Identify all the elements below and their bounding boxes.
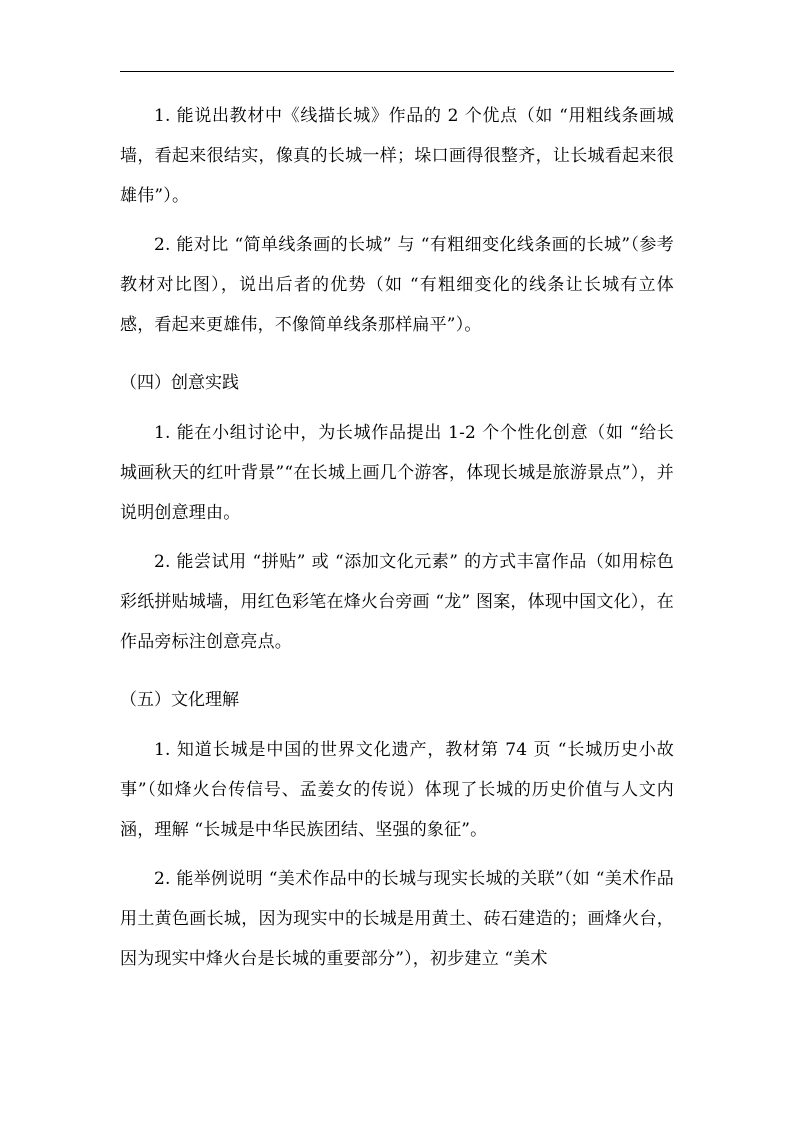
header-rule [120, 71, 674, 72]
section-heading: （四）创意实践 [120, 373, 239, 393]
paragraph: 2. 能对比 “简单线条画的长城” 与 “有粗细变化线条画的长城”（参考教材对比图），说出后者的优势（如 “有粗细变化的线条让长城有立体感，看起来更雄伟，不像简单线条那样扁平”）。 [120, 235, 674, 335]
section-heading: （五）文化理解 [120, 690, 239, 710]
paragraph: 1. 能说出教材中《线描长城》作品的 2 个优点（如 “用粗线条画城墙，看起来很结实，像真的长城一样；垛口画得很整齐，让长城看起来很雄伟”）。 [120, 106, 674, 206]
paragraph: 2. 能举例说明 “美术作品中的长城与现实长城的关联”（如 “美术作品用土黄色画长城，因为现实中的长城是用黄土、砖石建造的；画烽火台，因为现实中烽火台是长城的重要部分”），初步建立 “美术 [120, 869, 674, 969]
paragraph: 1. 能在小组讨论中，为长城作品提出 1-2 个个性化创意（如 “给长城画秋天的红叶背景”“在长城上画几个游客，体现长城是旅游景点”），并说明创意理由。 [120, 423, 674, 523]
document-body [120, 96, 674, 988]
paragraph: 1. 知道长城是中国的世界文化遗产，教材第 74 页 “长城历史小故事”（如烽火台传信号、孟姜女的传说）体现了长城的历史价值与人文内涵，理解 “长城是中华民族团结、坚强的象征”。 [120, 740, 674, 840]
paragraph: 2. 能尝试用 “拼贴” 或 “添加文化元素” 的方式丰富作品（如用棕色彩纸拼贴城墙，用红色彩笔在烽火台旁画 “龙” 图案，体现中国文化），在作品旁标注创意亮点。 [120, 552, 674, 652]
